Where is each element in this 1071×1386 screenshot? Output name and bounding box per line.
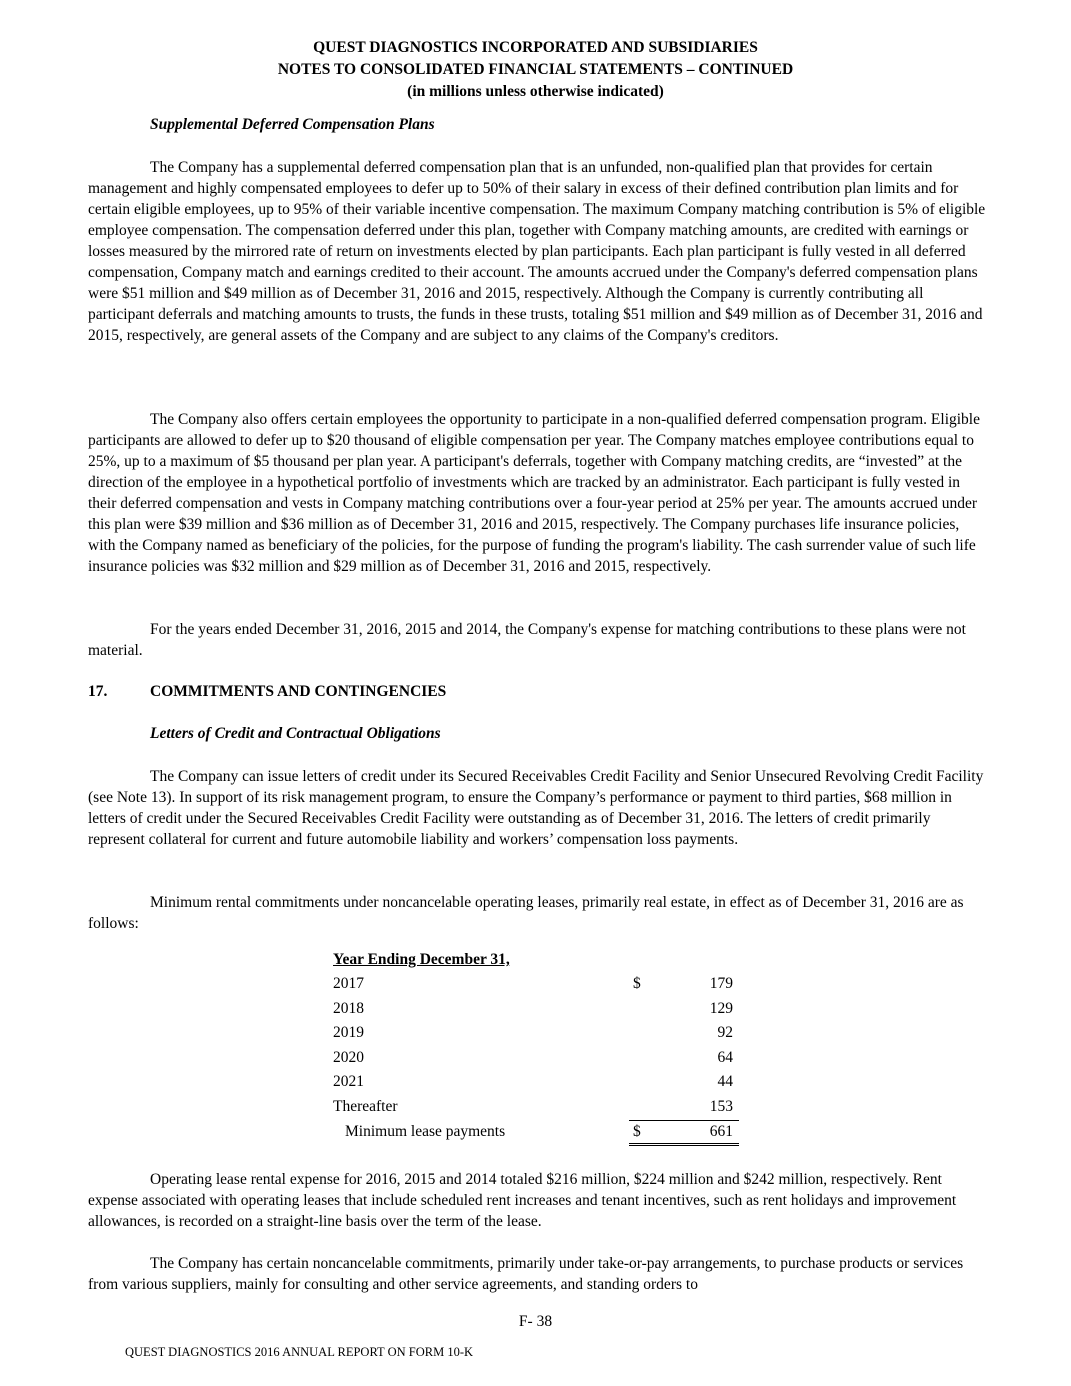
table-row [333, 1070, 743, 1095]
table-row [333, 1095, 743, 1120]
total-double-rule [629, 1143, 739, 1146]
row-value: 92 [717, 1024, 733, 1042]
row-value: 129 [709, 999, 733, 1017]
table-row [333, 1046, 743, 1071]
page-number: F- 38 [518, 1313, 553, 1330]
currency-symbol: $ [633, 1122, 641, 1140]
table-row [333, 1021, 743, 1046]
page-footer: QUEST DIAGNOSTICS 2016 ANNUAL REPORT ON FORM 10-K [125, 1345, 474, 1359]
company-name-header: QUEST DIAGNOSTICS INCORPORATED AND SUBSIDIARIES [313, 39, 758, 56]
row-value: 44 [717, 1073, 733, 1091]
row-label: 2020 [333, 1048, 364, 1066]
total-value: 661 [709, 1122, 733, 1140]
subsection-title-deferred-compensation: Supplemental Deferred Compensation Plans [150, 116, 435, 133]
paragraph-letters-of-credit: The Company can issue letters of credit under its Secured Receivables Credit Facility and Senior Unsecured Revolving Credit Facility (see Note 13). In support of its risk management program, to ensure the Company’s performance or payment to third parties, $68 million in letters of credit under the Secured Receivables Credit Facility were outstanding as of December 31, 2016. The letters of credit primarily represent collateral for current and future automobile liability and workers’ compensation loss payments. [88, 768, 984, 848]
paragraph-matching-expense: For the years ended December 31, 2016, 2015 and 2014, the Company's expense for matching contributions to these plans were not material. [88, 621, 966, 659]
section-number: 17. [88, 683, 108, 700]
lease-commitments-table [333, 948, 743, 1144]
paragraph-noncancelable-commitments: The Company has certain noncancelable commitments, primarily under take-or-pay arrangements, to purchase products or services from various suppliers, mainly for consulting and other service agreements, and standing orders to [88, 1255, 964, 1293]
subsection-title-letters-of-credit: Letters of Credit and Contractual Obligations [150, 725, 441, 742]
row-label: Thereafter [333, 1097, 398, 1115]
section-heading-17 [88, 683, 446, 701]
units-note-header: (in millions unless otherwise indicated) [407, 83, 664, 100]
row-label: 2021 [333, 1073, 364, 1091]
row-value: 179 [709, 975, 733, 992]
table-row [333, 972, 743, 997]
paragraph-supplemental-plan: The Company has a supplemental deferred compensation plan that is an unfunded, non-qualified plan that provides for certain management and highly compensated employees to defer up to 50% of their salary in excess of their defined contribution plan limits and for certain eligible employees, up to 95% of their variable incentive compensation. The maximum Company matching contribution is 5% of eligible employee compensation. The compensation deferred under this plan, together with Company matching amounts, are credited with earnings or losses measured by the mirrored rate of return on investments elected by plan participants. Each plan participant is fully vested in all deferred compensation, Company match and earnings credited to their account. The amounts accrued under the Company's deferred compensation plans were $51 million and $49 million as of December 31, 2016 and 2015, respectively. Although the Company is currently contributing all participant deferrals and matching amounts to trusts, the funds in these trusts, totaling $51 million and $49 million as of December 31, 2016 and 2015, respectively, are general assets of the Company and are subject to any claims of the Company's creditors. [88, 159, 986, 344]
row-value: 64 [717, 1048, 733, 1066]
row-label: 2018 [333, 999, 364, 1017]
row-label: 2017 [333, 975, 364, 992]
paragraph-non-qualified-program: The Company also offers certain employees the opportunity to participate in a non-qualified deferred compensation program. Eligible participants are allowed to defer up to $20 thousand of eligible compensation per year. The Company matches employee contributions equal to 25%, up to a maximum of $5 thousand per plan year. A participant's deferrals, together with Company matching credits, are “invested” at the direction of the employee in a hypothetical portfolio of investments which are tracked by an administrator. Each participant is fully vested in their deferred compensation and vests in Company matching contributions over a four-year period at 25% per year. The amounts accrued under this plan were $39 million and $36 million as of December 31, 2016 and 2015, respectively. The Company purchases life insurance policies, with the Company named as beneficiary of the policies, for the purpose of funding the program's liability. The cash surrender value of such life insurance policies was $32 million and $29 million as of December 31, 2016 and 2015, respectively. [88, 411, 980, 575]
paragraph-rental-expense: Operating lease rental expense for 2016, 2015 and 2014 totaled $216 million, $224 million and $242 million, respectively. Rent expense associated with operating leases that include scheduled rent increases and tenant incentives, such as rent holidays and improvement allowances, is recorded on a straight-line basis over the term of the lease. [88, 1171, 957, 1230]
table-header: Year Ending December 31, [333, 951, 510, 968]
row-value: 153 [709, 1097, 733, 1115]
row-label: 2019 [333, 1024, 364, 1042]
section-title: COMMITMENTS AND CONTINGENCIES [150, 683, 447, 700]
notes-title-header: NOTES TO CONSOLIDATED FINANCIAL STATEMENTS – CONTINUED [277, 61, 794, 78]
total-label: Minimum lease payments [345, 1122, 506, 1140]
currency-symbol: $ [633, 975, 641, 992]
table-row [333, 997, 743, 1022]
paragraph-minimum-rental: Minimum rental commitments under noncancelable operating leases, primarily real estate, in effect as of December 31, 2016 are as follows: [88, 894, 964, 932]
table-total-row [333, 1120, 743, 1145]
